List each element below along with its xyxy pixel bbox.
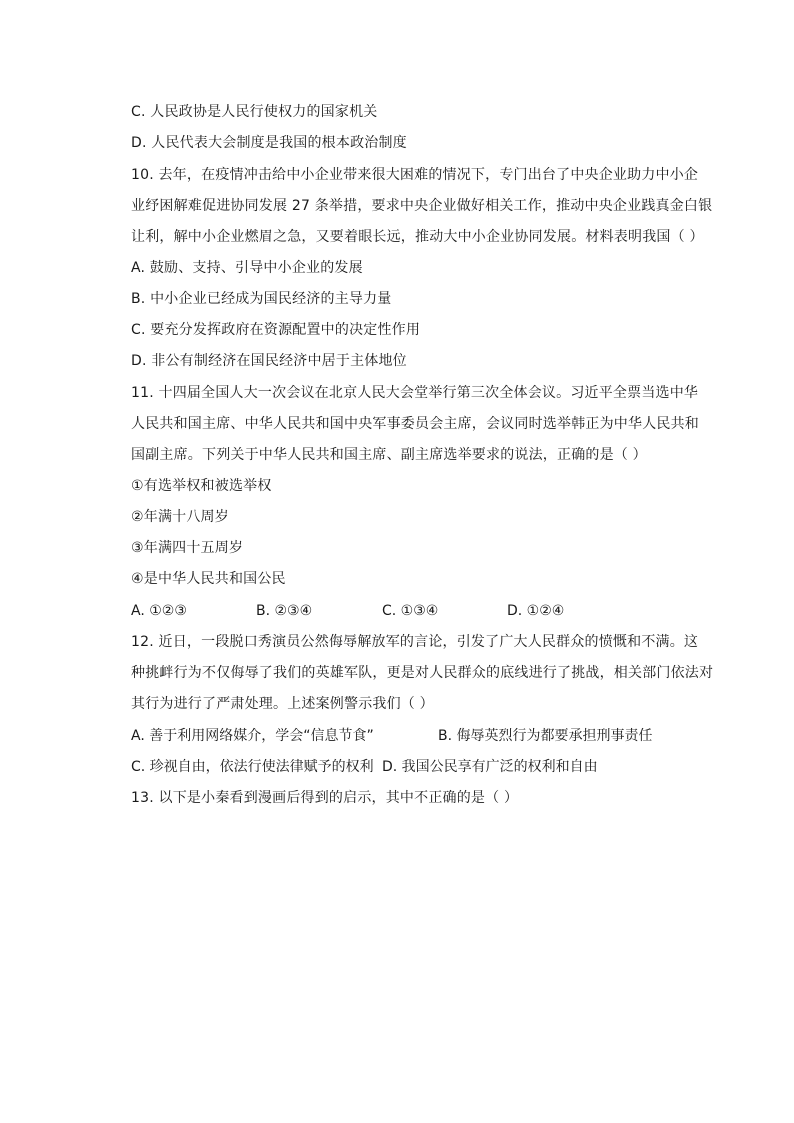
q10-option-d: D. 非公有制经济在国民经济中居于主体地位 bbox=[131, 353, 407, 369]
q10-option-b: B. 中小企业已经成为国民经济的主导力量 bbox=[131, 291, 392, 307]
q11-item-4: ④是中华人民共和国公民 bbox=[131, 571, 286, 587]
q10-option-a: A. 鼓励、支持、引导中小企业的发展 bbox=[131, 260, 363, 276]
q12-option-a: A. 善于利用网络媒介，学会“信息节食” bbox=[131, 728, 374, 744]
q9-option-c: C. 人民政协是人民行使权力的国家机关 bbox=[131, 104, 378, 120]
q12-stem-line-2: 种挑衅行为不仅侮辱了我们的英雄军队，更是对人民群众的底线进行了挑战，相关部门依法对 bbox=[131, 665, 714, 681]
q12-stem-line-3: 其行为进行了严肃处理。上述案例警示我们（ ） bbox=[131, 696, 434, 712]
q11-option-b: B. ②③④ bbox=[256, 603, 313, 619]
q10-stem-line-3: 让利，解中小企业燃眉之急，又要着眼长远，推动大中小企业协同发展。材料表明我国（ ） bbox=[131, 229, 704, 245]
q10-stem-line-2: 业纾困解难促进协同发展 27 条举措，要求中央企业做好相关工作，推动中央企业践真金白银 bbox=[131, 198, 713, 214]
q13-stem: 13. 以下是小秦看到漫画后得到的启示，其中不正确的是（ ） bbox=[131, 790, 519, 806]
q11-option-c: C. ①③④ bbox=[382, 603, 439, 619]
q11-item-1: ①有选举权和被选举权 bbox=[131, 478, 272, 494]
q10-option-c: C. 要充分发挥政府在资源配置中的决定性作用 bbox=[131, 322, 421, 338]
q11-option-a: A. ①②③ bbox=[131, 603, 187, 619]
q9-option-d: D. 人民代表大会制度是我国的根本政治制度 bbox=[131, 135, 407, 151]
q12-option-c: C. 珍视自由，依法行使法律赋予的权利 bbox=[131, 759, 374, 775]
q11-stem-line-3: 国副主席。下列关于中华人民共和国主席、副主席选举要求的说法，正确的是（ ） bbox=[131, 447, 647, 463]
q10-stem-line-1: 10. 去年，在疫情冲击给中小企业带来很大困难的情况下，专门出台了中央企业助力中小企 bbox=[131, 167, 699, 183]
q11-stem-line-2: 人民共和国主席、中华人民共和国中央军事委员会主席，会议同时选举韩正为中华人民共和 bbox=[131, 416, 699, 432]
q11-stem-line-1: 11. 十四届全国人大一次会议在北京人民大会堂举行第三次全体会议。习近平全票当选中华 bbox=[131, 385, 699, 401]
q11-option-d: D. ①②④ bbox=[507, 603, 565, 619]
q12-option-d: D. 我国公民享有广泛的权利和自由 bbox=[382, 759, 598, 775]
q12-stem-line-1: 12. 近日，一段脱口秀演员公然侮辱解放军的言论，引发了广大人民群众的愤慨和不满。这 bbox=[131, 634, 699, 650]
q11-item-3: ③年满四十五周岁 bbox=[131, 540, 244, 556]
q12-option-b: B. 侮辱英烈行为都要承担刑事责任 bbox=[438, 728, 653, 744]
q11-item-2: ②年满十八周岁 bbox=[131, 509, 229, 525]
